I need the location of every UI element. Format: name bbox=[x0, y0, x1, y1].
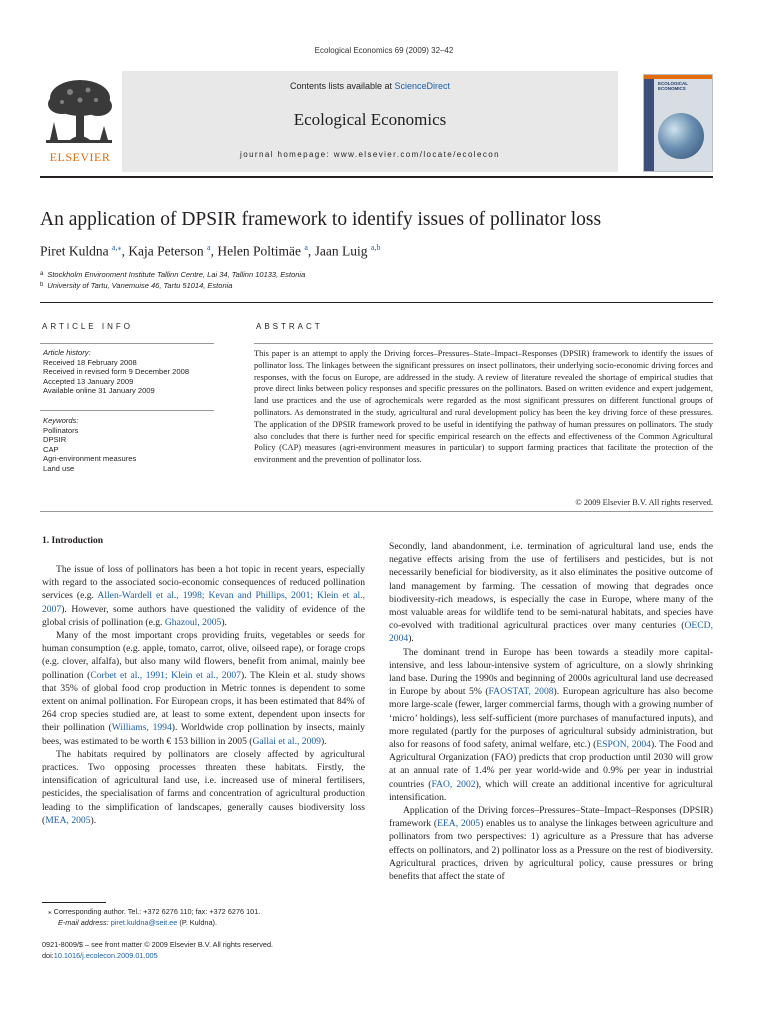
cover-title: ECOLOGICAL ECONOMICS bbox=[658, 81, 688, 91]
paragraph-text: ). bbox=[221, 616, 227, 628]
article-info-rule bbox=[40, 343, 214, 344]
author-name: Kaja Peterson bbox=[128, 243, 204, 259]
globe-icon bbox=[658, 113, 704, 159]
paragraph-text: ). However, some authors have questioned the validity of evidence of the global crisis of pollination (e.g. bbox=[42, 603, 365, 628]
email-note bbox=[58, 918, 378, 927]
affiliation-text: University of Tartu, Vanemuise 46, Tartu 51014, Estonia bbox=[47, 281, 233, 290]
abstract-text: This paper is an attempt to apply the Driving forces–Pressures–State–Impact–Responses (DPSIR) framework to identify the issues of pollinator loss. The linkages between the significant pressures on insect pollinators, their underlying socio-economic driving forces and responses, with the focus on Europe, are addressed in the study. A review of literature revealed the shortage of empirical studies that prove direct links between policy responses and specific pressures on the pollinators. Based on written evidence and expert judgement, land use practices and the use of agrochemicals were regarded as the most significant pressures on different functional groups of pollinators. As demonstrated in the study, agricultural and rural development policy has been the key driving force of these pressures. The application of the DPSIR framework proved to be useful in identifying the pathway of human pressures on pollinators. The study also concludes that there is further need for specific empirical research on the effects and effectiveness of the Common Agricultural Policy (CAP) measures (agri-environment measures in particular) to support farming practices that facilitate the protection of the environment and the prevention of pollinator loss. bbox=[254, 349, 713, 465]
abstract-copyright: © 2009 Elsevier B.V. All rights reserved. bbox=[575, 498, 713, 507]
email-link[interactable]: piret.kuldna@seit.ee bbox=[110, 918, 178, 927]
author-affiliation-marker[interactable]: a,b bbox=[370, 243, 381, 252]
footnote-rule bbox=[42, 902, 106, 903]
author-separator: , bbox=[210, 243, 218, 259]
paragraph-text: ). The Food and Agricultural Organization (FAO) predicts that crop production until 2030 will grow at an annual rate of 1.4% per year world-wide and 0.9% per year in industrial countries ( bbox=[389, 739, 714, 790]
paragraph-text: ) enables us to analyse the linkages between agriculture and pollinators from two perspectives: 1) agriculture as a Pressure that has adverse effects on pollinators, and 2) pollinator loss as a Pressure on the rest of biodiversity. Agricultural practices, driven by agricultural policy, cause pressures or bring benefits that affect the state of bbox=[389, 818, 713, 883]
history-item: Accepted 13 January 2009 bbox=[43, 376, 134, 386]
contents-prefix: Contents lists available at bbox=[289, 81, 395, 91]
author-affiliation-marker[interactable]: a bbox=[207, 243, 211, 252]
affiliation bbox=[40, 281, 640, 290]
keyword: CAP bbox=[43, 444, 59, 454]
author-name: Jaan Luig bbox=[314, 243, 368, 259]
citation-link[interactable]: FAO, 2002 bbox=[431, 778, 476, 790]
body-paragraph bbox=[389, 646, 713, 804]
issn-line: 0921-8009/$ – see front matter © 2009 Elsevier B.V. All rights reserved. bbox=[42, 940, 274, 949]
citation-link[interactable]: Corbet et al., 1991; Klein et al., 2007 bbox=[90, 669, 241, 681]
body-paragraph bbox=[42, 748, 365, 827]
journal-title: Ecological Economics bbox=[293, 110, 447, 129]
keyword: DPSIR bbox=[43, 435, 67, 445]
abstract-heading: ABSTRACT bbox=[256, 322, 323, 331]
email-label: E-mail address: bbox=[58, 918, 111, 927]
paragraph-text: ). bbox=[90, 814, 97, 826]
cover-spine-bar bbox=[644, 75, 654, 171]
abstract-end-rule bbox=[40, 511, 713, 512]
paragraph-text: ). European agriculture has also become more large-scale (fewer, larger commercial farms, though with a growing number of ‘micro’ holdings), less self-sufficient (more purchases of manufactured inputs), and more regulated (partly for the purposes of agricultural subsidy administration, but also for reasons of food safety, animal welfare, etc.) ( bbox=[389, 686, 713, 751]
doi-line bbox=[42, 951, 372, 960]
section-heading: 1. Introduction bbox=[42, 536, 104, 546]
doi-link[interactable]: 10.1016/j.ecolecon.2009.01.005 bbox=[53, 951, 158, 960]
contents-line bbox=[122, 81, 618, 91]
article-history bbox=[43, 348, 218, 396]
journal-cover-image bbox=[643, 74, 713, 172]
history-label: Article history: bbox=[43, 348, 91, 357]
body-column-left bbox=[42, 563, 365, 827]
article-info-heading: ARTICLE INFO bbox=[42, 322, 133, 331]
doi-label: doi: bbox=[42, 951, 54, 960]
paragraph-text: ). Worldwide crop pollination by insects, mainly bees, was estimated to be worth € 153 billion in 2005 ( bbox=[42, 722, 365, 747]
paragraph-text: ). bbox=[408, 633, 414, 645]
author-name: Piret Kuldna bbox=[40, 243, 109, 259]
abstract-body bbox=[254, 348, 713, 466]
header-rule bbox=[40, 176, 713, 178]
body-paragraph bbox=[42, 629, 365, 748]
abstract-rule bbox=[254, 343, 713, 344]
body-column-right bbox=[389, 540, 713, 883]
publisher-wordmark: ELSEVIER bbox=[49, 150, 111, 164]
affiliation-label: a bbox=[40, 271, 44, 277]
citation-link[interactable]: ESPON, 2004 bbox=[596, 739, 651, 751]
email-suffix: (P. Kuldna). bbox=[177, 918, 217, 927]
history-item: Available online 31 January 2009 bbox=[43, 386, 155, 396]
keyword: Pollinators bbox=[43, 425, 79, 435]
keyword: Land use bbox=[43, 463, 75, 473]
body-paragraph bbox=[42, 563, 365, 629]
author-separator: , bbox=[121, 243, 129, 259]
citation-link[interactable]: Ghazoul, 2005 bbox=[164, 616, 222, 628]
author-affiliation-marker[interactable]: a,⁎ bbox=[112, 243, 122, 252]
paragraph-text: ), which will create an additional incentive for agricultural intensification. bbox=[389, 778, 713, 803]
paragraph-text: The issue of loss of pollinators has been a hot topic in recent years, especially with regard to the associated socio-economic consequences of reduced pollination services (e.g. bbox=[42, 564, 365, 602]
title-block-rule bbox=[40, 302, 713, 303]
keyword: Agri-environment measures bbox=[43, 454, 137, 464]
citation-link[interactable]: Williams, 1994 bbox=[111, 722, 172, 734]
body-paragraph bbox=[389, 804, 713, 883]
running-head: Ecological Economics 69 (2009) 32–42 bbox=[314, 46, 454, 55]
citation-link[interactable]: FAOSTAT, 2008 bbox=[488, 686, 554, 698]
history-item: Received 18 February 2008 bbox=[43, 357, 137, 367]
affiliation-text: Stockholm Environment Institute Tallinn Centre, Lai 34, Tallinn 10133, Estonia bbox=[47, 270, 306, 279]
sciencedirect-link[interactable]: ScienceDirect bbox=[394, 81, 451, 91]
cover-top-stripe bbox=[644, 75, 712, 79]
author-separator: , bbox=[307, 243, 315, 259]
paragraph-text: ). bbox=[320, 735, 327, 747]
paragraph-text: Application of the Driving forces–Pressures–State–Impact–Responses (DPSIR) framework ( bbox=[389, 805, 713, 830]
author-list bbox=[40, 243, 730, 260]
affiliation-label: b bbox=[40, 282, 44, 288]
article-info-divider bbox=[40, 410, 214, 411]
keywords bbox=[43, 416, 218, 474]
paragraph-text: Secondly, land abandonment, i.e. termination of agricultural land use, ends the negative effects arising from the use of fertilisers and pesticides, but is not necessarily beneficial for biodiversity, as it also eliminates the positive outcome of land management by farming. The cessation of mowing that degrades once biodiversity-rich meadows, is especially the case in Europe, where many of the most valuable areas for wildlife tend to be semi-natural habitats, and species have co-evolved with traditional agricultural practices over many centuries ( bbox=[389, 541, 713, 632]
paragraph-text: The habitats required by pollinators are closely affected by agricultural practices. Two opposing processes threaten these habitats. Firstly, the intensification of agricultural land use, i.e. increased use of mineral fertilisers, pesticides, the specialisation of farms and concentration of agricultural production leading to the simplification of landscapes, generally causes biodiversity loss ( bbox=[42, 748, 365, 826]
journal-homepage[interactable]: journal homepage: www.elsevier.com/locate/ecolecon bbox=[240, 150, 500, 159]
citation-link[interactable]: Gallai et al., 2009 bbox=[252, 735, 321, 747]
history-item: Received in revised form 9 December 2008 bbox=[43, 367, 190, 377]
citation-link[interactable]: Allen-Wardell et al., 1998; Kevan and Phillips, 2001; Klein et al., 2007 bbox=[42, 590, 365, 615]
author-affiliation-marker[interactable]: a bbox=[304, 243, 308, 252]
affiliation bbox=[40, 270, 640, 279]
keywords-label: Keywords: bbox=[43, 416, 79, 425]
author-name: Helen Poltimäe bbox=[217, 243, 301, 259]
paragraph-text: The dominant trend in Europe has been towards a steadily more capital-intensive, and less labour-intensive system of agriculture, on a slowly shrinking land base. During the 1990s and beginning of 2000s agricultural land use decreased in Europe by about 5% ( bbox=[389, 646, 713, 698]
citation-link[interactable]: EEA, 2005 bbox=[437, 818, 481, 830]
article-title: An application of DPSIR framework to identify issues of pollinator loss bbox=[40, 209, 602, 230]
body-paragraph bbox=[389, 540, 713, 646]
corresponding-author-note: ⁎ Corresponding author. Tel.: +372 6276 110; fax: +372 6276 101. bbox=[48, 907, 261, 916]
citation-link[interactable]: OECD, 2004 bbox=[389, 620, 713, 645]
paragraph-text: ). The Klein et al. study shows that 35% of global food crop production in Metric tonnes is dependent to some extent on animal pollination. For European crops, it has been estimated that 84% of 264 crop species studied are, at least to some extent, dependent upon insects for their pollination ( bbox=[42, 669, 365, 734]
citation-link[interactable]: MEA, 2005 bbox=[45, 814, 91, 826]
paragraph-text: Many of the most important crops providing fruits, vegetables or seeds for human consumption (e.g. apple, tomato, carrot, olive, oilseed rape), or forage crops (e.g. clover, alfalfa), but also many wild flowers, benefit from animal, mainly bee pollination ( bbox=[42, 630, 365, 681]
